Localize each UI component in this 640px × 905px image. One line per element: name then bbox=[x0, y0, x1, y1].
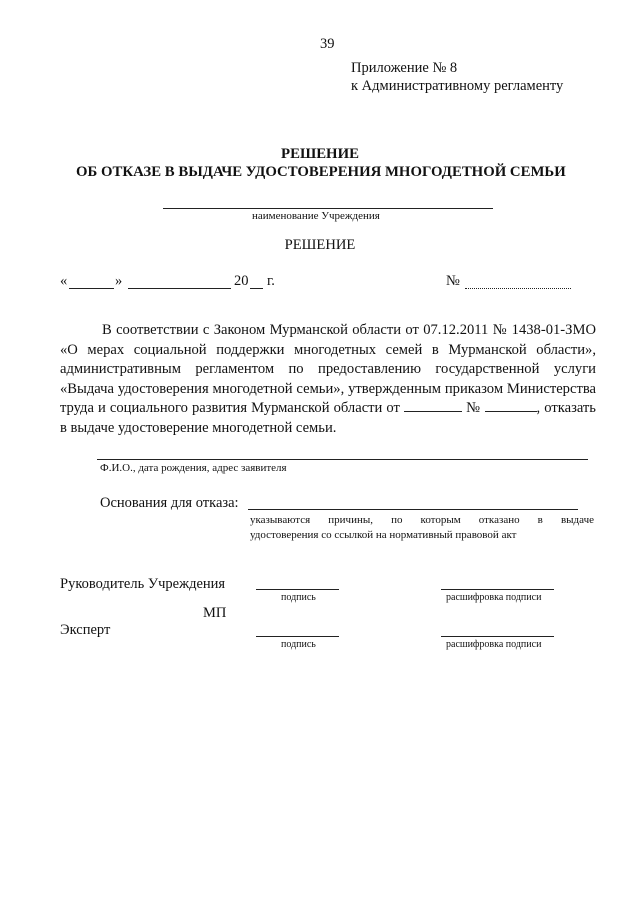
expert-decoding-caption: расшифровка подписи bbox=[446, 639, 542, 650]
date-year-field[interactable] bbox=[250, 288, 263, 289]
date-year-prefix: 20 bbox=[234, 273, 249, 289]
head-label: Руководитель Учреждения bbox=[60, 576, 226, 592]
appendix-reference: к Административному регламенту bbox=[351, 78, 564, 94]
grounds-field[interactable] bbox=[248, 509, 578, 510]
date-close-quote: » bbox=[115, 273, 123, 289]
expert-signature-caption: подпись bbox=[281, 639, 316, 650]
head-signature-caption: подпись bbox=[281, 592, 316, 603]
expert-signature-field[interactable] bbox=[256, 636, 339, 637]
head-decoding-caption: расшифровка подписи bbox=[446, 592, 542, 603]
date-month-field[interactable] bbox=[128, 288, 231, 289]
applicant-info-line[interactable] bbox=[97, 459, 588, 460]
applicant-caption: Ф.И.О., дата рождения, адрес заявителя bbox=[100, 462, 287, 474]
order-date-field[interactable] bbox=[404, 399, 462, 412]
institution-name-line[interactable] bbox=[163, 208, 493, 209]
grounds-caption-line1: указываются причины, по которым отказано в выдаче bbox=[250, 514, 594, 526]
title-decision: РЕШЕНИЕ bbox=[281, 146, 359, 162]
expert-decoding-field[interactable] bbox=[441, 636, 554, 637]
head-decoding-field[interactable] bbox=[441, 589, 554, 590]
date-day-field[interactable] bbox=[69, 288, 114, 289]
grounds-label: Основания для отказа: bbox=[100, 495, 239, 511]
decision-number-sign: № bbox=[446, 273, 460, 289]
stamp-label: МП bbox=[203, 605, 227, 621]
body-text-part3: , отказать в выдаче удостоверение многодетной семьи. bbox=[60, 400, 596, 436]
head-signature-field[interactable] bbox=[256, 589, 339, 590]
order-number-field[interactable] bbox=[485, 399, 537, 412]
decision-heading: РЕШЕНИЕ bbox=[284, 237, 356, 253]
expert-label: Эксперт bbox=[60, 622, 111, 638]
title-refusal: ОБ ОТКАЗЕ В ВЫДАЧЕ УДОСТОВЕРЕНИЯ МНОГОДЕТНОЙ СЕМЬИ bbox=[76, 164, 566, 180]
decision-body bbox=[60, 321, 596, 439]
appendix-number: Приложение № 8 bbox=[351, 60, 458, 76]
date-open-quote: « bbox=[60, 273, 68, 289]
grounds-caption-line2: удостоверения со ссылкой на нормативный правовой акт bbox=[250, 529, 517, 541]
body-text-part1: В соответствии с Законом Мурманской области от 07.12.2011 № 1438-01-ЗМО «О мерах социальной поддержки многодетных семей в Мурманской области», административным регламентом по предоставлению государственной услуги «Выдача удостоверения многодетной семьи», утвержденным приказом Министерства труда и социального развития Мурманской области от bbox=[60, 322, 596, 417]
body-order-number-sign: № bbox=[466, 400, 481, 417]
institution-caption: наименование Учреждения bbox=[252, 210, 380, 222]
decision-number-field[interactable] bbox=[465, 288, 571, 289]
date-year-suffix: г. bbox=[267, 273, 275, 289]
page-number: 39 bbox=[320, 36, 335, 52]
